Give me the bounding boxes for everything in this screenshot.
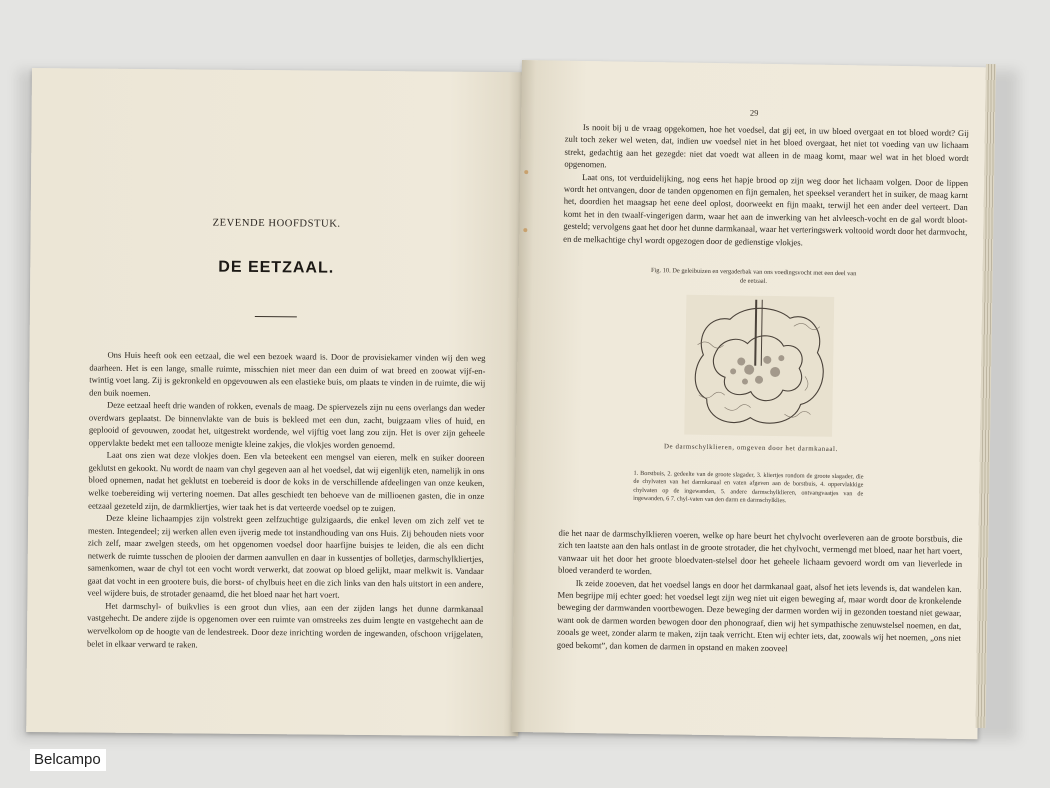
intestine-illustration [684, 295, 834, 437]
paragraph: Deze kleine lichaampjes zijn volstrekt geen zelfzuchtige gulzigaards, die enkel leven om zich zelf vet te mesten. Integendeel; zij werken allen even ijverig mede tot instandhouding van ons Huis. Zij behouden niets voor zich zelf, maar zwelgen steeds, om het opgenomen voedsel door haarfijne buisjes te leiden, die als een dicht netwerk de ruimte tusschen de plooien der darmen aanvullen en daar in kussentjes of bolletjes, darmschylkliertjes, samenkomen, waar de chyl tot een vocht wordt verwerkt, dat zoowat op bloed gelijkt, maar melkwit is. Vandaar gaat dat vocht in een grootere buis, die borst- of chylbuis heet en die zich links van den hals uitstort in een andere, veel wijdere buis, de strotader genaamd, die het bloed naar het hart voert. [87, 512, 485, 601]
paper-stain [524, 170, 528, 174]
paragraph: Deze eetzaal heeft drie wanden of rokken, evenals de maag. De spiervezels zijn nu eens overlangs dan weder overdwars geplaatst. De binnenvlakte van de buis is bekleed met een dun, zacht, buigzaam vlies of huid, en geplooid of gevouwen, zoodat het, uitgestrekt wordende, wel vijftig voet lang zou zijn. Het is over zijn geheele oppervlakte bedekt met een tallooze menigte kleine zakjes, die vlokjes worden genoemd. [88, 399, 486, 451]
chapter-heading: ZEVENDE HOOFDSTUK. [212, 217, 341, 230]
chapter-title: DE EETZAAL. [218, 258, 335, 277]
intestine-engraving-icon [684, 295, 834, 437]
paragraph-continued: die het naar de darmschylklieren voeren, welke op hare beurt het chylvocht overleveren aan de groote borstbuis, die zich ten laatste aan den hals ontlast in de groote strotader, die het chylvocht, vermengd met bloed, naar het hart voert, vanwaar uit het door het groote bloedvaten-stelsel door het geheele lichaam gevoerd wordt om van lieverlede in bloed veranderd te worden. [557, 527, 963, 577]
title-divider [255, 316, 297, 317]
figure-legend: 1. Borstbuis, 2. gedeelte van de groote slagader, 3. kliertjes rondom de groote slagader, die de chylvaten van het darmkanaal en vaten afgeven aan de borstbuis, 4. oppervlakkige chylvaten op de ingewanden, 5. andere darmschylklieren, ontvangvaatjes van de ingewanden, 6 7. chyl-vaten van den darm en darmschylklies. [633, 469, 864, 505]
paragraph: Ik zeide zooeven, dat het voedsel langs en door het darmkanaal gaat, alsof het iets levends is, dat wandelen kan. Men begrijpe mij echter goed: het voedsel legt zijn weg niet uit eigen beweging af, maar wordt door de kronkelende beweging der darmwanden voortbewogen. Deze beweging der darmen worden wij in gezonden toestand niet gewaar, want ook de darmen worden bewogen door den phonograaf, dien wij het sympathische zenuwstelsel noemen, en dat, zooals ge weet, zonder alarm te maken, zijn taak verricht. Eten wij echter iets, dat, zoowals wij het noemen, „ons niet goed bekomt”, dan komen de darmen in opstand en maken zooveel [556, 577, 962, 653]
paragraph: Laat ons zien wat deze vlokjes doen. Een vla beteekent een mengsel van eieren, melk en suiker dooreen geklutst en gekookt. Nu wordt de naam van chyl gegeven aan al het voedsel, dat wij eigenlijk eten, namelijk in ons bloed opnemen, nadat het geklutst en toebereid is door de koks in de verschillende afdeelingen van onze keuken, welke toebereiding wij vertering noemen. Dat alles geschiedt ten behoeve van de millioenen gasten, die in onze eetzaal gezeteld zijn, de darmkliertjes, wier taak het is dat verteerde voedsel op te zuigen. [88, 450, 485, 513]
figure-subtitle: De darmschylklieren, omgeven door het darmkanaal. [663, 443, 838, 454]
paragraph: Ons Huis heeft ook een eetzaal, die wel een bezoek waard is. Door de provisiekamer vinden wij den weg daarheen. Het is een lange, smalle ruimte, misschien niet meer dan een duim of wat breed en zoowat vijf-en-twintig voet lang. Zij is gekronkeld en opgevouwen als een elastieke buis, om plaats te vinden in de ruimte, die wij den buik noemen. [89, 349, 486, 398]
right-page [511, 60, 987, 739]
paragraph: Het darmschyl- of buikvlies is een groot dun vlies, aan een der zijden langs het dunne darmkanaal vastgehecht. De andere zijde is opgenomen over een ruimte van omstreeks zes duim lengte en vastgehecht aan de wervelkolom op de hoogte van de lendestreek. Door deze inrichting worden de ingewanden, ofschoon vrijgelaten, belet in elkaar verward te raken. [86, 600, 484, 650]
paper-stain [523, 228, 527, 232]
watermark-label: Belcampo [30, 749, 106, 771]
left-page [26, 68, 524, 736]
page-number: 29 [749, 107, 759, 118]
left-page-body [87, 349, 486, 654]
paragraph: Laat ons, tot verduidelijking, nog eens het hapje brood op zijn weg door het lichaam volgen. Door de lippen wordt het ontvangen, door de tanden opgenomen en fijn gemalen, het speeksel verandert het in suiker, de maag karnt het, doordien het maagsap het eene deel oplost, doorweekt en fijn maakt, terwijl het een ander deel verteert. Dan komt het in den twaalf-vingerigen darm, waar het aan de inwerking van het alvleesch-vocht en de gal wordt bloot-gesteld; vervolgens gaat het door het dunne darmkanaal, waar het verteringswerk voltooid wordt door het darmvocht, en de melkachtige chyl wordt opgezogen door de gedienstige vlokjes. [563, 171, 969, 248]
paragraph: Is nooit bij u de vraag opgekomen, hoe het voedsel, dat gij eet, in uw bloed overgaat en tot bloed wordt? Gij zult toch zeker wel weten, dat, indien uw voedsel niet in het bloed overgaat, het niet tot voeding van uw lichaam strekt, gedachtig aan het gezegde: niet dat voedt wat alleen in de maag komt, maar wel wat in het bloed wordt opgenomen. [564, 121, 969, 170]
right-page-body-bottom [557, 527, 963, 657]
figure-caption: Fig. 10. De geleibuizen en vergaderbak van ons voedingsvocht met een deel van de eetzaal. [650, 267, 857, 285]
right-page-body-top [563, 121, 969, 251]
